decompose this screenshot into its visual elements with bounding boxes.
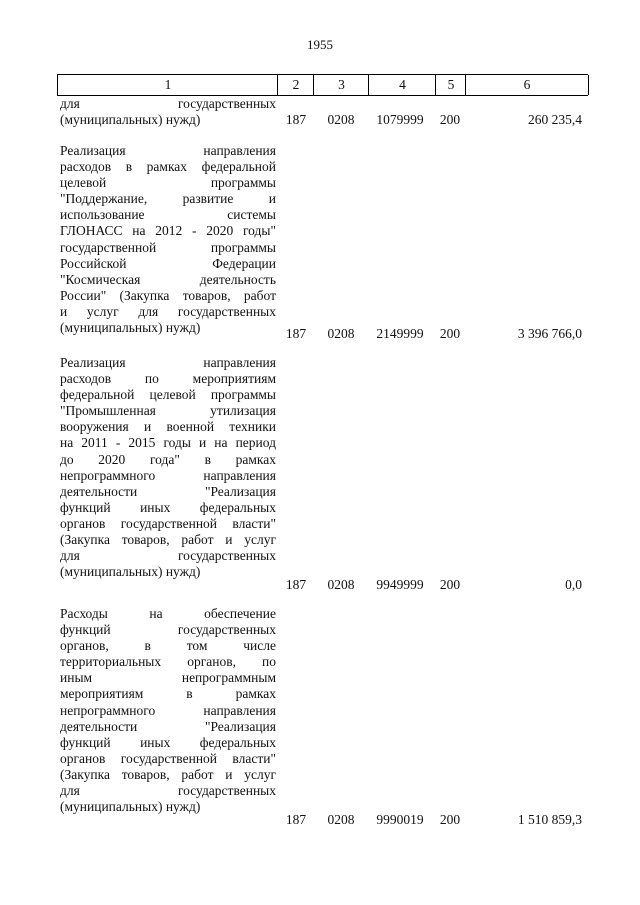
row-1-line: для государственных	[60, 96, 276, 111]
row-2-line: целевой программы	[60, 175, 276, 191]
header-col-6: 6	[465, 75, 589, 95]
row-3-line: (Закупка товаров, работ и услуг	[60, 532, 276, 548]
row-3-line: непрограммного направления	[60, 467, 276, 483]
row-3-line: федеральной целевой программы	[60, 387, 276, 403]
row-4-line: функций иных федеральных	[60, 734, 276, 750]
row-2-line: государственной программы	[60, 239, 276, 255]
row-4-col-5: 200	[439, 812, 461, 827]
header-col-3: 3	[313, 75, 369, 95]
row-4-col-2: 187	[285, 812, 307, 827]
row-4-col-4: 9990019	[376, 812, 424, 827]
row-2-col-3: 0208	[327, 326, 355, 341]
row-2-line: расходов в рамках федеральной	[60, 159, 276, 175]
row-2-col-4: 2149999	[376, 326, 424, 341]
row-3-line: "Промышленная утилизация	[60, 403, 276, 419]
table-header	[57, 74, 588, 96]
row-1-col-5: 200	[439, 112, 461, 127]
row-3-line: (муниципальных) нужд)	[60, 564, 201, 580]
row-4-description	[60, 606, 276, 815]
row-4-line: непрограммного направления	[60, 702, 276, 718]
header-col-1: 1	[57, 75, 278, 95]
row-3-col-6: 0,0	[565, 577, 582, 592]
row-3-line: на 2011 - 2015 годы и на период	[60, 435, 276, 451]
page-number: 1955	[307, 37, 333, 52]
row-3-col-3: 0208	[327, 577, 355, 592]
row-2-line: Российской Федерации	[60, 255, 276, 271]
row-3-line: для государственных	[60, 548, 276, 564]
row-1-line: (муниципальных) нужд)	[60, 112, 201, 128]
row-3-line: до 2020 года" в рамках	[60, 451, 276, 467]
row-4-line: органов государственной власти"	[60, 750, 276, 766]
row-2-line: России" (Закупка товаров, работ	[60, 287, 276, 303]
row-1-description	[60, 96, 276, 128]
row-1-col-4: 1079999	[376, 112, 424, 127]
row-3-col-2: 187	[285, 577, 307, 592]
row-3-line: вооружения и военной техники	[60, 419, 276, 435]
row-2-col-5: 200	[439, 326, 461, 341]
row-4-line: для государственных	[60, 783, 276, 799]
row-4-line: функций государственных	[60, 622, 276, 638]
row-2-line: "Космическая деятельность	[60, 271, 276, 287]
row-3-line: Реализация направления	[60, 355, 276, 370]
row-3-line: деятельности "Реализация	[60, 483, 276, 499]
row-4-line: территориальных органов, по	[60, 654, 276, 670]
row-3-description	[60, 355, 276, 580]
row-4-line: органов, в том числе	[60, 638, 276, 654]
row-2-line: Реализация направления	[60, 143, 276, 158]
row-3-line: функций иных федеральных	[60, 499, 276, 515]
row-4-line: иным непрограммным	[60, 670, 276, 686]
row-3-line: органов государственной власти"	[60, 515, 276, 531]
row-3-col-4: 9949999	[376, 577, 424, 592]
header-col-4: 4	[368, 75, 436, 95]
row-2-line: и услуг для государственных	[60, 303, 276, 319]
row-2-col-6: 3 396 766,0	[517, 326, 582, 341]
row-2-line: "Поддержание, развитие и	[60, 191, 276, 207]
row-4-col-3: 0208	[327, 812, 355, 827]
row-4-line: (Закупка товаров, работ и услуг	[60, 766, 276, 782]
header-col-5: 5	[435, 75, 466, 95]
row-4-line: Расходы на обеспечение	[60, 606, 276, 621]
row-3-line: расходов по мероприятиям	[60, 371, 276, 387]
row-2-line: ГЛОНАСС на 2012 - 2020 годы"	[60, 223, 276, 239]
row-4-col-6: 1 510 859,3	[517, 812, 582, 827]
row-3-col-5: 200	[439, 577, 461, 592]
row-4-line: деятельности "Реализация	[60, 718, 276, 734]
row-2-col-2: 187	[285, 326, 307, 341]
row-4-line: (муниципальных) нужд)	[60, 799, 201, 815]
row-1-col-2: 187	[285, 112, 307, 127]
header-col-2: 2	[277, 75, 314, 95]
row-2-line: (муниципальных) нужд)	[60, 320, 201, 336]
row-2-line: использование системы	[60, 207, 276, 223]
row-1-col-3: 0208	[327, 112, 355, 127]
row-1-col-6: 260 235,4	[528, 112, 582, 127]
row-4-line: мероприятиям в рамках	[60, 686, 276, 702]
row-2-description	[60, 143, 276, 336]
